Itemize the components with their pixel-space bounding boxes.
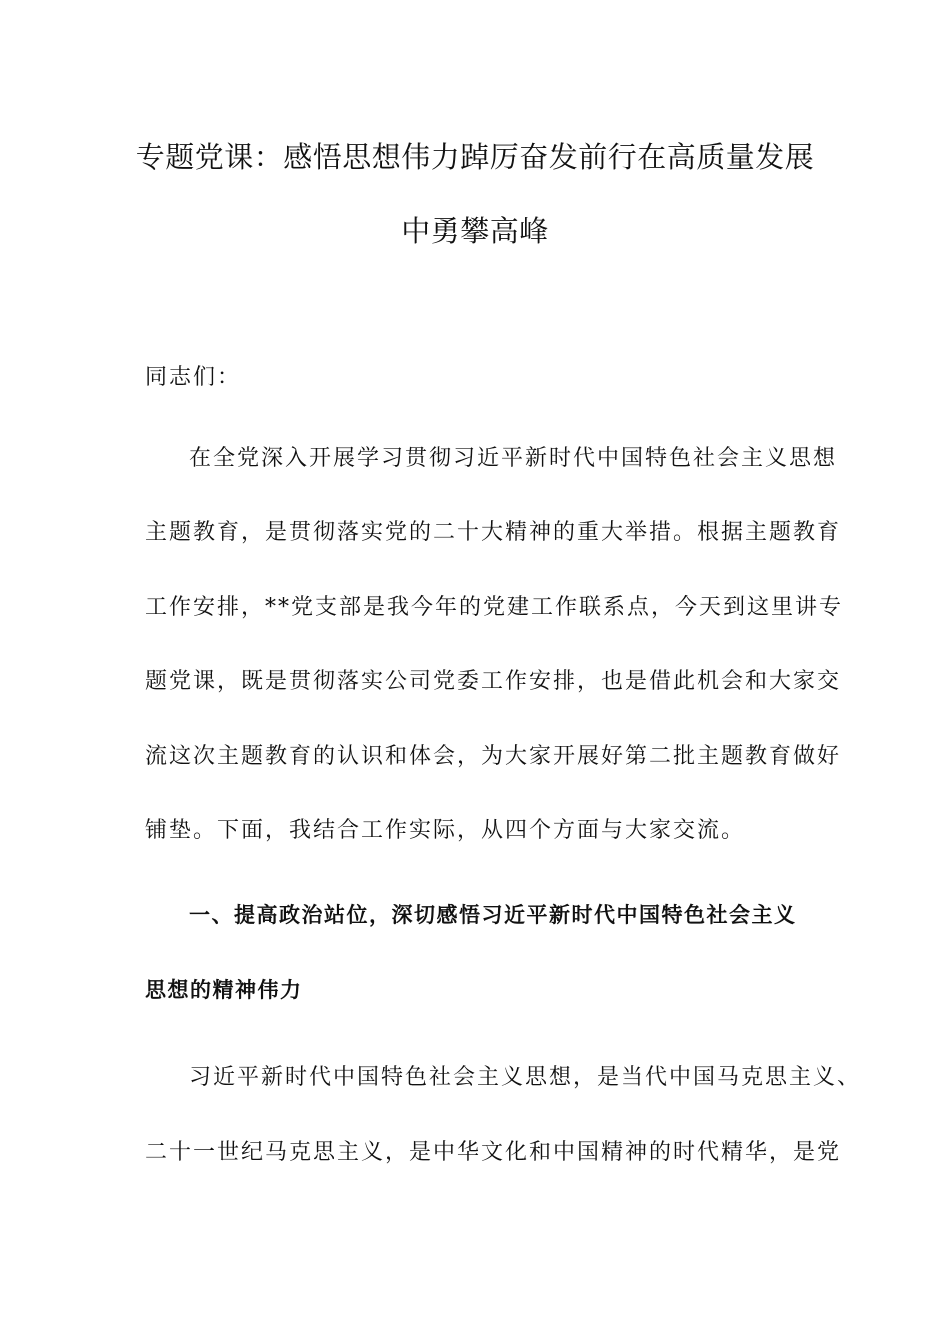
document-title-line-2: 中勇攀高峰	[401, 214, 549, 248]
paragraph-1-line-3: 工作安排，**党支部是我今年的党建工作联系点，今天到这里讲专	[145, 595, 844, 620]
paragraph-2-line-1: 习近平新时代中国特色社会主义思想，是当代中国马克思主义、	[189, 1065, 862, 1090]
paragraph-1-line-4: 题党课，既是贯彻落实公司党委工作安排，也是借此机会和大家交	[145, 669, 842, 694]
paragraph-1-line-2: 主题教育，是贯彻落实党的二十大精神的重大举措。根据主题教育	[145, 520, 842, 545]
section-heading-1-line-1: 一、提高政治站位，深切感悟习近平新时代中国特色社会主义	[189, 903, 797, 927]
paragraph-2-line-2: 二十一世纪马克思主义，是中华文化和中国精神的时代精华，是党	[145, 1140, 842, 1165]
section-heading-1-line-2: 思想的精神伟力	[145, 978, 303, 1002]
salutation: 同志们：	[145, 365, 242, 390]
paragraph-1-line-6: 铺垫。下面，我结合工作实际，从四个方面与大家交流。	[145, 818, 746, 843]
paragraph-1-line-5: 流这次主题教育的认识和体会，为大家开展好第二批主题教育做好	[145, 744, 842, 769]
document-title-line-1: 专题党课：感悟思想伟力踔厉奋发前行在高质量发展	[135, 140, 815, 174]
paragraph-1-line-1: 在全党深入开展学习贯彻习近平新时代中国特色社会主义思想	[189, 446, 838, 471]
